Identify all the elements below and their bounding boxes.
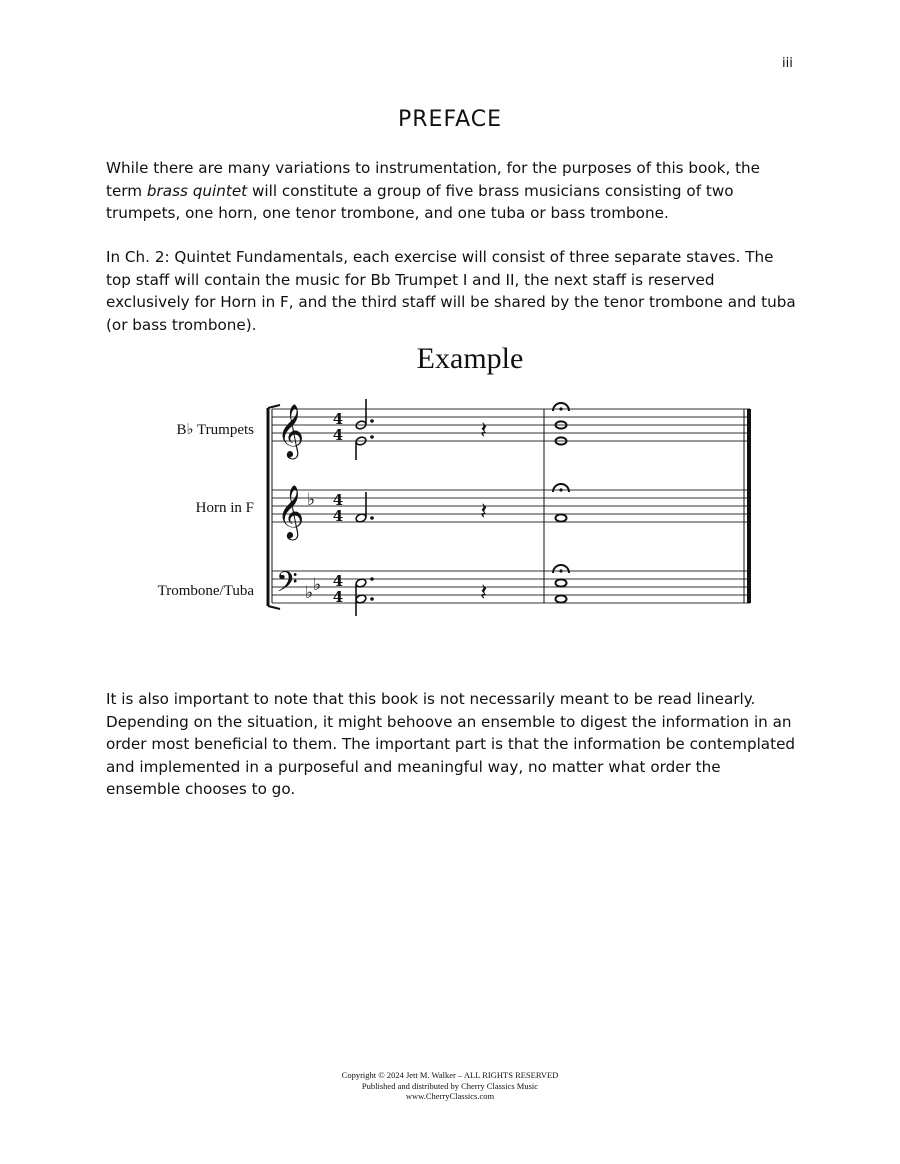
emphasis-text: brass quintet — [146, 181, 248, 200]
time-signature-denominator: 4 — [332, 588, 344, 606]
staff-trombone — [272, 571, 750, 603]
bass-clef-icon: 𝄢 — [276, 566, 298, 606]
staff-trumpets — [272, 409, 750, 441]
footer — [0, 1070, 900, 1102]
time-signature-numerator: 4 — [332, 410, 344, 428]
treble-clef-icon: 𝄞 — [277, 484, 305, 538]
quarter-rest-icon: 𝄽 — [480, 416, 488, 444]
key-signature-flat-icon: ♭ — [305, 583, 314, 603]
staff-horn — [272, 490, 750, 522]
time-signature-numerator: 4 — [332, 572, 344, 590]
paragraph-reading-order: It is also important to note that this book is not necessarily meant to be read linearly. Depending on the situation, it might behoove an ensemble to digest the information in an order most beneficial to them. The important part is that the information be contemplated and implemented in a purposeful and meaningful way, no matter what order the ensemble chooses to go. — [106, 690, 796, 798]
page-number: iii — [782, 56, 793, 71]
time-signature-numerator: 4 — [332, 491, 344, 509]
treble-clef-icon: 𝄞 — [277, 403, 305, 457]
example-title: Example — [416, 342, 524, 375]
footer-website: www.CherryClassics.com — [405, 1091, 495, 1101]
measure-2-notes — [556, 421, 567, 602]
staff-label-trumpets: B♭ Trumpets — [176, 422, 254, 438]
key-signature-flat-icon: ♭ — [313, 575, 322, 595]
augmentation-dots — [370, 419, 374, 601]
paragraph-text: While there are many variations to instrumentation, for the purposes of this book, the term — [106, 159, 761, 200]
footer-publisher: Published and distributed by Cherry Classics Music — [361, 1080, 539, 1091]
measure-1-notes — [355, 399, 367, 616]
paragraph-text: will constitute a group of five brass musicians consisting of two trumpets, one horn, one tenor trombone, and one tuba or bass trombone. — [106, 181, 734, 222]
time-signature-denominator: 4 — [332, 426, 344, 444]
paragraph-staves: In Ch. 2: Quintet Fundamentals, each exercise will consist of three separate staves. The top staff will contain the music for Bb Trumpet I and II, the next staff is reserved exclusively for Horn in F, and the third staff will be shared by the tenor trombone and tuba (or bass trombone). — [106, 248, 796, 334]
quarter-rest-icon: 𝄽 — [480, 578, 488, 606]
quarter-rest-icon: 𝄽 — [480, 497, 488, 525]
page-title: PREFACE — [397, 107, 502, 132]
staff-label-trombone: Trombone/Tuba — [157, 583, 254, 599]
footer-copyright: Copyright © 2024 Jett M. Walker – ALL RIGHTS RESERVED — [341, 1070, 559, 1080]
time-signature-denominator: 4 — [332, 507, 344, 525]
key-signature-flat-icon: ♭ — [307, 490, 316, 510]
staff-label-horn: Horn in F — [195, 500, 254, 516]
